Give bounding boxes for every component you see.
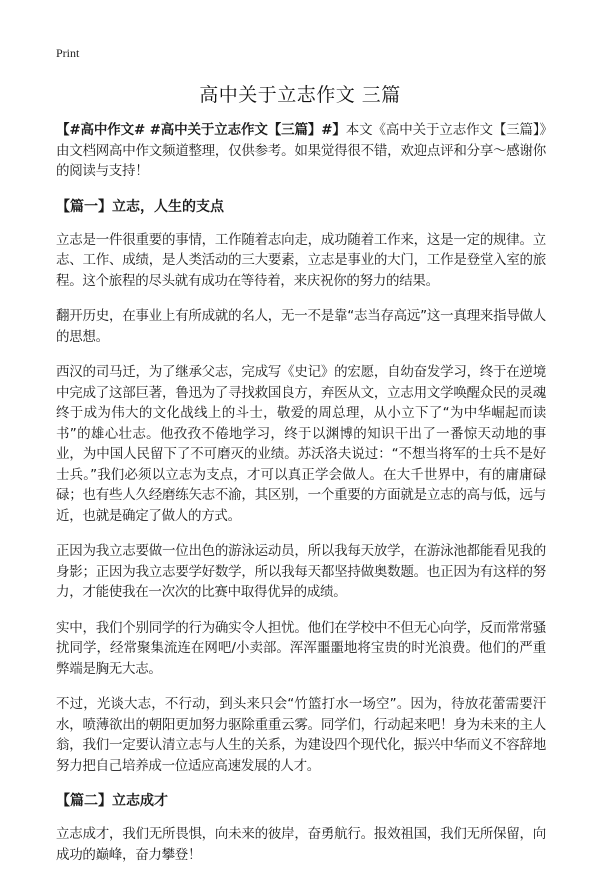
intro-tags: 【#高中作文# #高中关于立志作文【三篇】#】 (56, 122, 346, 138)
paragraph: 西汉的司马迁，为了继承父志，完成写《史记》的宏愿，自幼奋发学习，终于在逆境中完成了这部巨著，鲁迅为了寻找救国良方，弃医从文，立志用文学唤醒众民的灵魂终于成为伟大的文化战线上的斗士，敬爱的周总理，从小立下了“为中华崛起而读书”的雄心壮志。他孜孜不倦地学习，终于以渊博的知识干出了一番惊天动地的事业，为中国人民留下了不可磨灭的业绩。苏沃洛夫说过：“不想当将军的士兵不是好士兵。”我们必须以立志为支点，才可以真正学会做人。在大千世界中，有的庸庸碌碌；也有些人久经磨练矢志不渝，其区别，一个重要的方面就是立志的高与低，远与近，也就是确定了做人的方式。 (56, 364, 546, 524)
paragraph: 翻开历史，在事业上有所成就的名人，无一不是靠“志当存高远”这一真理来指导做人的思想。 (56, 308, 546, 345)
article-body (56, 120, 546, 880)
intro-text: 本文《高中关于立志作文【三篇】》由文档网高中作文频道整理，仅供参考。如果觉得很不错，欢迎点评和分享～感谢你的阅读与支持！ (56, 122, 546, 179)
section-heading-1: 【篇一】立志，人生的支点 (56, 198, 224, 215)
paragraph: 立志成才，我们无所畏惧，向未来的彼岸，奋勇航行。报效祖国，我们无所保留，向成功的巅峰，奋力攀登！ (56, 826, 546, 863)
paragraph: 正因为我立志要做一位出色的游泳运动员，所以我每天放学，在游泳池都能看见我的身影；正因为我立志要学好数学，所以我每天都坚持做奥数题。也正因为有这样的努力，才能使我在一次次的比赛中取得优异的成绩。 (56, 543, 546, 600)
intro-paragraph (56, 120, 546, 182)
paragraph: 不过，光谈大志，不行动，到头来只会“竹篮打水一场空”。因为，待放花蕾需要汗水，喷薄欲出的朝阳更加努力驱除重重云雾。同学们，行动起来吧！身为未来的主人翁，我们一定要认清立志与人生的关系，为建设四个现代化，振兴中华而义不容辞地努力把自己培养成一位适应高速发展的人才。 (56, 696, 546, 774)
page-title: 高中关于立志作文 三篇 (199, 84, 401, 106)
paragraph: 立志是一件很重要的事情，工作随着志向走，成功随着工作来，这是一定的规律。立志、工作、成绩，是人类活动的三大要素，立志是事业的大门，工作是登堂入室的旅程。这个旅程的尽头就有成功在等待着，来庆祝你的努力的结果。 (56, 231, 546, 289)
print-link[interactable]: Print (56, 46, 80, 60)
section-heading-2: 【篇二】立志成才 (56, 793, 168, 809)
paragraph: 实中，我们个别同学的行为确实令人担忧。他们在学校中不但无心向学，反而常常骚扰同学，经常聚集流连在网吧/小卖部。浑浑噩噩地将宝贵的时光浪费。他们的严重弊端是胸无大志。 (56, 619, 546, 677)
